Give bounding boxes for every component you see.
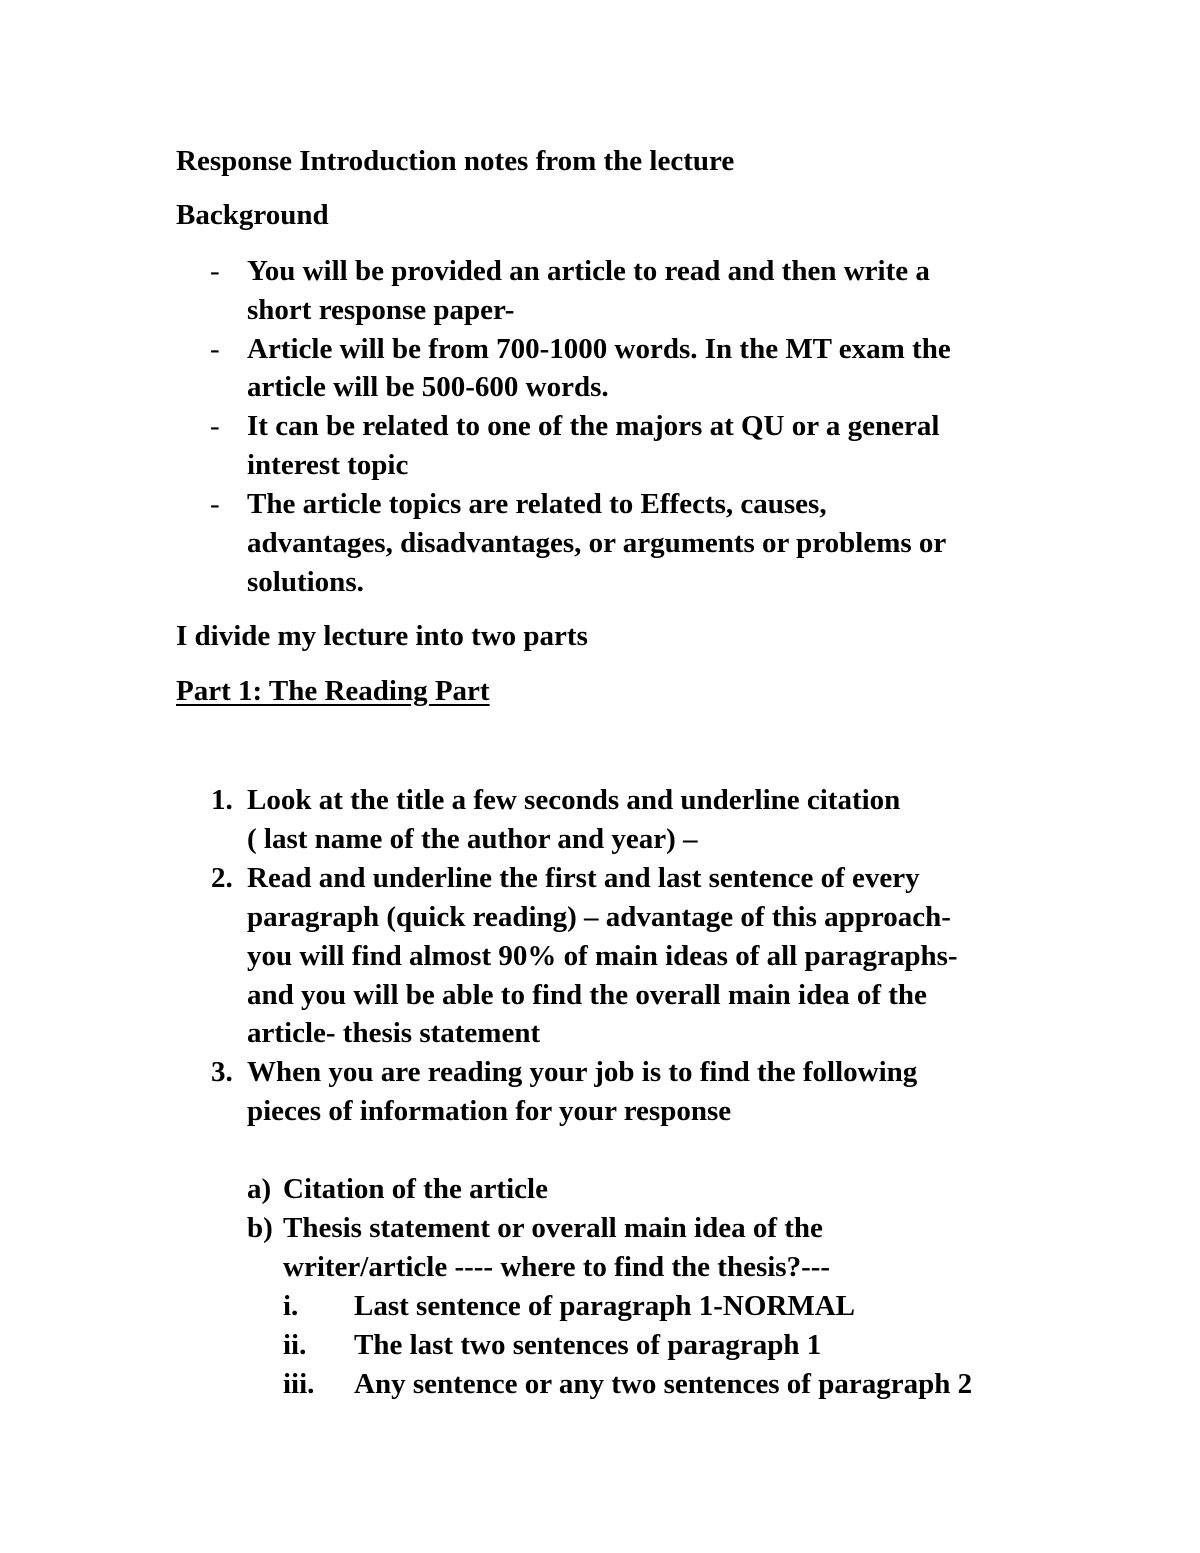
bullet-line: It can be related to one of the majors at QU or a general	[247, 410, 940, 442]
bullet-line: interest topic	[247, 449, 409, 481]
roman-marker: i.	[283, 1290, 299, 1322]
dash-marker: -	[210, 488, 220, 520]
step-line: and you will be able to find the overall main idea of the	[247, 979, 927, 1011]
roman-marker: ii.	[283, 1329, 307, 1361]
number-marker: 1.	[211, 784, 233, 816]
document-title: Response Introduction notes from the lecture	[176, 145, 735, 177]
bullet-line: solutions.	[247, 566, 364, 598]
number-marker: 3.	[211, 1056, 233, 1088]
bullet-line: You will be provided an article to read and then write a	[247, 255, 930, 287]
step-line: you will find almost 90% of main ideas of all paragraphs-	[247, 940, 958, 972]
step-line: ( last name of the author and year) –	[247, 823, 698, 855]
subitem-line: writer/article ---- where to find the thesis?---	[283, 1251, 831, 1283]
dash-marker: -	[210, 410, 220, 442]
step-line: paragraph (quick reading) – advantage of this approach-	[247, 901, 951, 933]
bullet-line: Article will be from 700-1000 words. In the MT exam the	[247, 333, 951, 365]
step-line: Read and underline the first and last sentence of every	[247, 862, 920, 894]
roman-text: Last sentence of paragraph 1-NORMAL	[354, 1290, 856, 1322]
dash-marker: -	[210, 333, 220, 365]
bullet-line: short response paper-	[247, 294, 515, 326]
letter-marker: b)	[247, 1212, 273, 1244]
dash-marker: -	[210, 255, 220, 287]
bullet-line: The article topics are related to Effects, causes,	[247, 488, 827, 520]
subitem-line: Thesis statement or overall main idea of the	[283, 1212, 823, 1244]
subitem-line: Citation of the article	[283, 1173, 548, 1205]
background-heading: Background	[176, 199, 329, 231]
bullet-line: advantages, disadvantages, or arguments or problems or	[247, 527, 947, 559]
step-line: When you are reading your job is to find the following	[247, 1056, 918, 1088]
number-marker: 2.	[211, 862, 233, 894]
roman-marker: iii.	[283, 1368, 315, 1400]
roman-text: Any sentence or any two sentences of paragraph 2	[354, 1368, 973, 1400]
roman-text: The last two sentences of paragraph 1	[354, 1329, 822, 1361]
step-line: Look at the title a few seconds and underline citation	[247, 784, 901, 816]
part1-heading: Part 1: The Reading Part	[176, 675, 490, 707]
bullet-line: article will be 500-600 words.	[247, 371, 609, 403]
divide-text: I divide my lecture into two parts	[176, 620, 588, 652]
letter-marker: a)	[247, 1173, 272, 1205]
step-line: pieces of information for your response	[247, 1095, 732, 1127]
step-line: article- thesis statement	[247, 1017, 541, 1049]
